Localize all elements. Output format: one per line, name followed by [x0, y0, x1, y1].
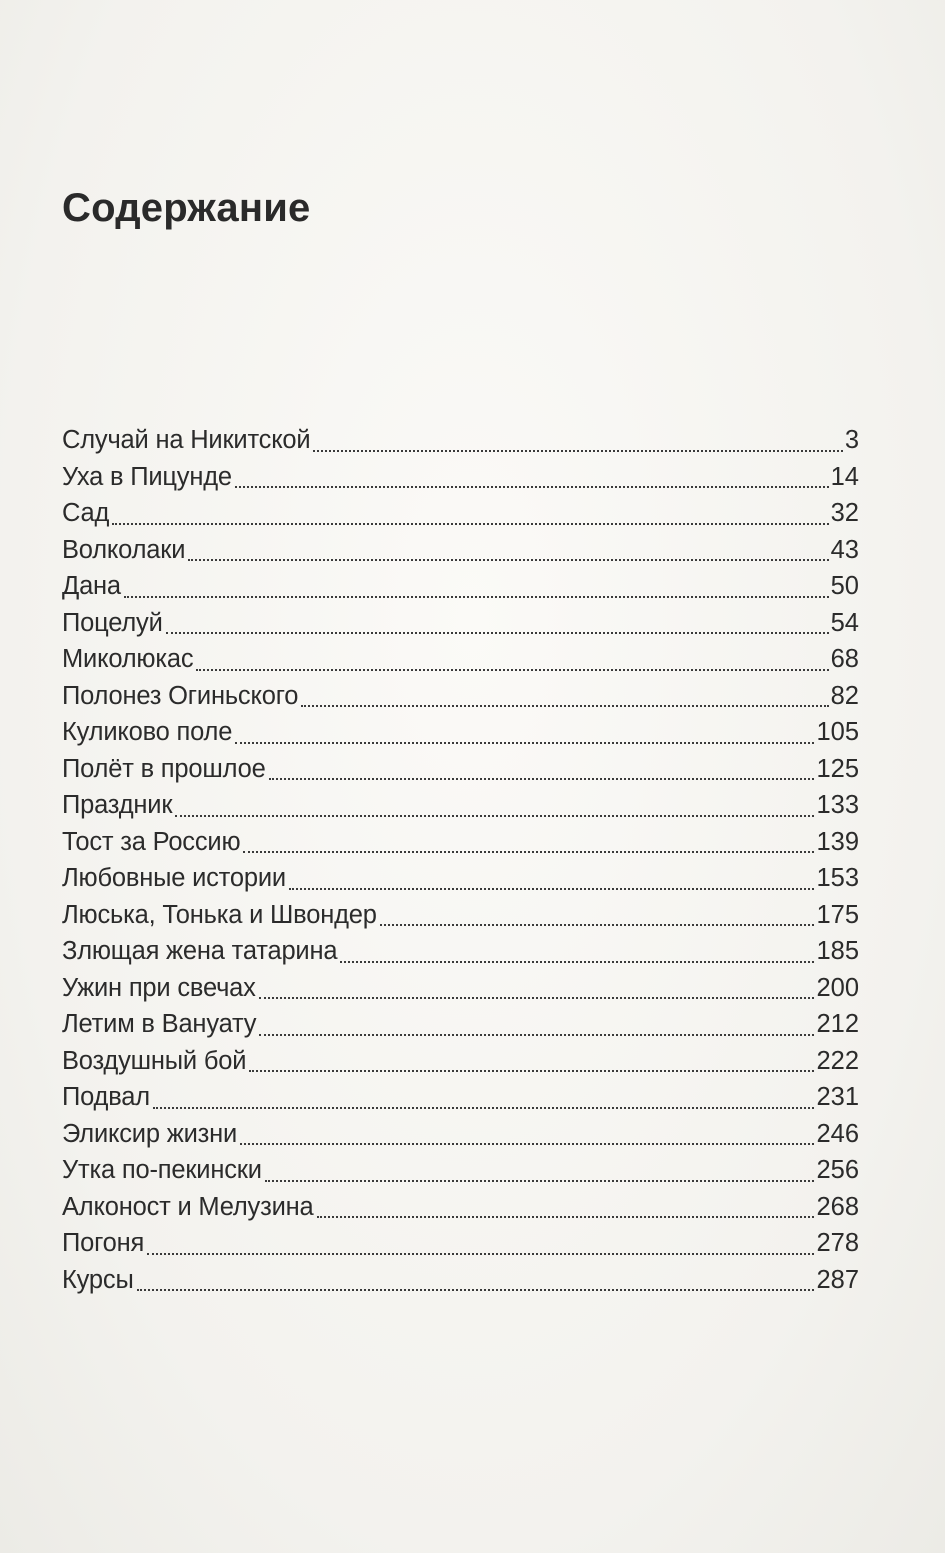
toc-entry [62, 824, 859, 861]
toc-entry [62, 1006, 859, 1043]
toc-entry [62, 1152, 859, 1189]
toc-leader-dots [188, 559, 828, 561]
toc-entry-title: Алконост и Мелузина [62, 1192, 314, 1221]
toc-leader-dots [243, 851, 814, 853]
toc-entry [62, 532, 859, 569]
toc-entry-title: Воздушный бой [62, 1046, 247, 1075]
toc-leader-dots [265, 1180, 815, 1182]
toc-leader-dots [166, 632, 829, 634]
toc-entry-page: 133 [816, 791, 859, 819]
toc-entry [62, 678, 859, 715]
toc-leader-dots [380, 924, 815, 926]
toc-leader-dots [269, 778, 815, 780]
toc-entry [62, 495, 859, 532]
toc-leader-dots [235, 486, 829, 488]
toc-entry-title: Летим в Вануату [62, 1010, 257, 1038]
toc-entry-title: Эликсир жизни [62, 1119, 238, 1148]
toc-leader-dots [340, 961, 814, 963]
toc-entry-page: 175 [816, 900, 859, 929]
toc-entry-title: Погоня [62, 1229, 145, 1257]
toc-entry-page: 278 [816, 1229, 859, 1257]
toc-entry-title: Сад [62, 499, 110, 527]
toc-leader-dots [137, 1289, 815, 1291]
toc-entry-page: 68 [830, 645, 859, 673]
toc-entry-title: Курсы [62, 1265, 134, 1294]
toc-leader-dots [196, 669, 828, 671]
toc-entry-page: 14 [830, 462, 859, 491]
toc-leader-dots [249, 1070, 814, 1072]
toc-entry [62, 714, 859, 751]
toc-entry-title: Полёт в прошлое [62, 754, 266, 783]
toc-entry-title: Любовные истории [62, 864, 286, 892]
toc-entry-title: Праздник [62, 791, 173, 819]
toc-entry-title: Миколюкас [62, 645, 194, 673]
toc-entry-page: 246 [816, 1119, 859, 1148]
toc-entry-page: 54 [830, 608, 859, 637]
toc-entry-page: 212 [816, 1010, 859, 1038]
toc-entry-title: Полонез Огиньского [62, 681, 299, 710]
toc-entry-title: Случай на Никитской [62, 426, 311, 454]
toc-entry [62, 897, 859, 934]
toc-entry-page: 50 [830, 572, 859, 600]
toc-entry-page: 222 [816, 1046, 859, 1075]
toc-entry-title: Куликово поле [62, 718, 233, 746]
toc-entry-page: 268 [816, 1192, 859, 1221]
toc-entry-title: Люська, Тонька и Швондер [62, 900, 377, 929]
toc-entry [62, 1079, 859, 1116]
toc-entry-page: 200 [816, 973, 859, 1002]
toc-leader-dots [112, 523, 828, 525]
toc-entry-title: Поцелуй [62, 608, 163, 637]
toc-entry-title: Уха в Пицунде [62, 462, 232, 491]
toc-entry [62, 751, 859, 788]
page-title: Содержание [62, 186, 311, 230]
toc-entry-page: 139 [816, 827, 859, 856]
toc-leader-dots [147, 1253, 814, 1255]
toc-leader-dots [175, 815, 814, 817]
toc-entry [62, 787, 859, 824]
toc-entry-page: 256 [816, 1156, 859, 1184]
toc-leader-dots [240, 1143, 814, 1145]
toc-entry [62, 1116, 859, 1153]
toc-entry-title: Дана [62, 572, 121, 600]
toc-entry-page: 3 [844, 426, 859, 454]
toc-entry-page: 82 [830, 681, 859, 710]
toc-entry [62, 568, 859, 605]
toc-entry [62, 459, 859, 496]
toc-entry-title: Тост за Россию [62, 827, 241, 856]
toc-leader-dots [301, 705, 828, 707]
toc-entry-title: Злющая жена татарина [62, 937, 338, 965]
toc-entry [62, 1262, 859, 1299]
toc-entry-title: Подвал [62, 1083, 150, 1111]
toc-entry-title: Ужин при свечах [62, 973, 256, 1002]
toc-leader-dots [153, 1107, 815, 1109]
toc-leader-dots [259, 1034, 814, 1036]
toc-entry-page: 32 [830, 499, 859, 527]
toc-entry-title: Утка по-пекински [62, 1156, 262, 1184]
toc-leader-dots [259, 997, 815, 999]
toc-entry [62, 1189, 859, 1226]
toc-leader-dots [313, 450, 842, 452]
toc-entry [62, 1225, 859, 1262]
toc-entry-page: 43 [830, 535, 859, 564]
toc-leader-dots [235, 742, 814, 744]
toc-entry [62, 970, 859, 1007]
toc-entry-page: 153 [816, 864, 859, 892]
toc-entry-page: 185 [816, 937, 859, 965]
toc-leader-dots [317, 1216, 815, 1218]
toc-entry [62, 860, 859, 897]
toc-entry-page: 105 [816, 718, 859, 746]
toc-leader-dots [124, 596, 829, 598]
table-of-contents [62, 422, 859, 1298]
toc-leader-dots [289, 888, 815, 890]
toc-entry [62, 933, 859, 970]
toc-entry [62, 1043, 859, 1080]
toc-entry [62, 605, 859, 642]
toc-entry-page: 125 [816, 754, 859, 783]
toc-entry-page: 231 [816, 1083, 859, 1111]
toc-entry-title: Волколаки [62, 535, 186, 564]
toc-entry [62, 422, 859, 459]
toc-entry-page: 287 [816, 1265, 859, 1294]
toc-entry [62, 641, 859, 678]
